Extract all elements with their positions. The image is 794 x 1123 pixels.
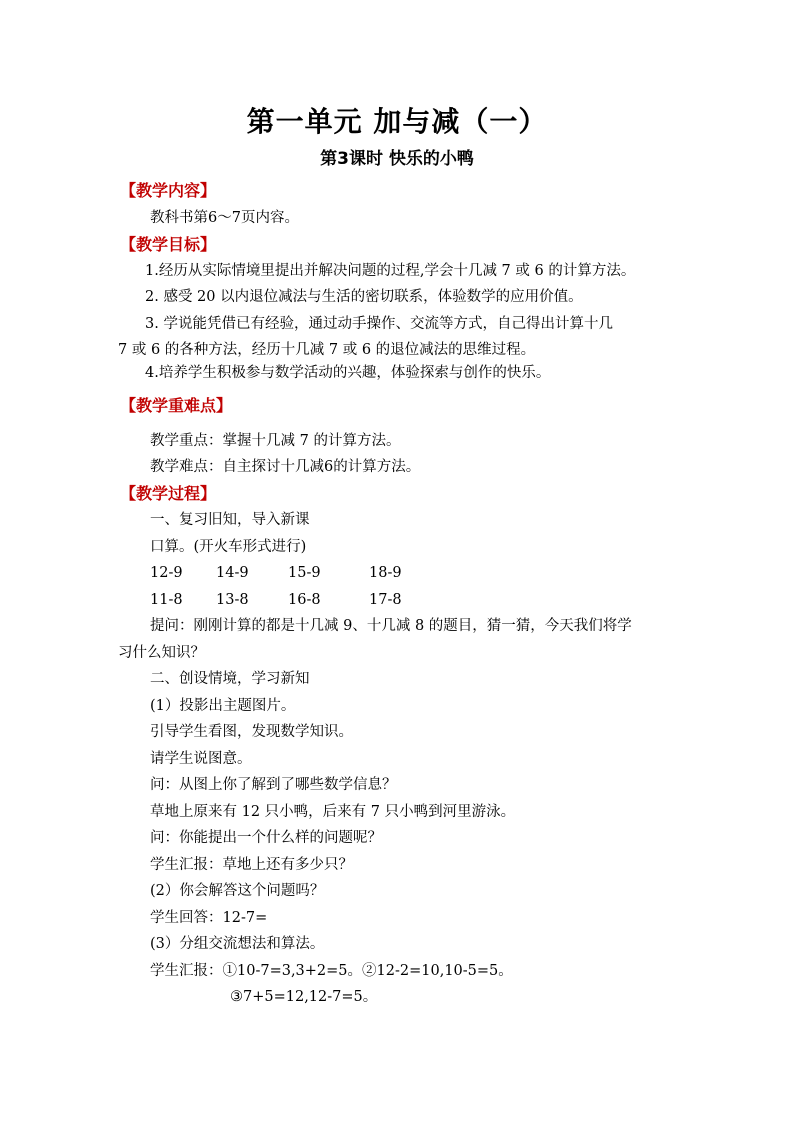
lesson-subtitle: 第3课时 快乐的小鸭 <box>320 149 474 169</box>
oral-calc-row <box>150 590 402 610</box>
process-line: 学生汇报：草地上还有多少只？ <box>150 857 353 873</box>
oral-calc-item: 12-9 <box>150 565 183 581</box>
process-line: 提问：刚刚计算的都是十几减 9、十几减 8 的题目，猜一猜，今天我们将学 <box>150 618 632 634</box>
oral-calc-item: 11-8 <box>150 592 183 608</box>
process-line: 习什么知识？ <box>118 645 205 661</box>
oral-calc-item: 17-8 <box>369 592 402 608</box>
key-point-line: 教学难点：自主探讨十几减6的计算方法。 <box>150 459 421 475</box>
process-line: 二、创设情境，学习新知 <box>150 671 310 687</box>
section-heading-process: 【教学过程】 <box>120 484 217 503</box>
process-line: (2）你会解答这个问题吗？ <box>150 883 325 899</box>
process-line: 问：从图上你了解到了哪些数学信息？ <box>150 777 397 793</box>
process-line: 引导学生看图，发现数学知识。 <box>150 724 353 740</box>
process-line: 口算。(开火车形式进行) <box>150 539 307 555</box>
goal-line: 2. 感受 20 以内退位减法与生活的密切联系，体验数学的应用价值。 <box>145 289 583 305</box>
oral-calc-item: 18-9 <box>369 565 402 581</box>
goal-line: 1.经历从实际情境里提出并解决问题的过程,学会十几减 7 或 6 的计算方法。 <box>145 263 636 279</box>
oral-calc-item: 14-9 <box>216 565 249 581</box>
process-line: 学生回答：12-7= <box>150 910 268 926</box>
document-title: 第一单元 加与减（一） <box>246 105 548 138</box>
process-line: (3）分组交流想法和算法。 <box>150 936 325 952</box>
goal-line: 4.培养学生积极参与数学活动的兴趣，体验探索与创作的快乐。 <box>145 365 551 381</box>
section-heading-goals: 【教学目标】 <box>120 235 217 254</box>
key-point-line: 教学重点：掌握十几减 7 的计算方法。 <box>150 433 401 449</box>
oral-calc-item: 13-8 <box>216 592 249 608</box>
section-heading-content: 【教学内容】 <box>120 181 217 200</box>
process-line: ③7+5=12,12-7=5。 <box>230 989 378 1005</box>
goal-line: 3. 学说能凭借已有经验，通过动手操作、交流等方式，自己得出计算十几 <box>145 316 613 332</box>
goal-line: 7 或 6 的各种方法，经历十几减 7 或 6 的退位减法的思维过程。 <box>118 342 536 358</box>
process-line: 请学生说图意。 <box>150 751 252 767</box>
process-line: 一、复习旧知，导入新课 <box>150 512 310 528</box>
content-line: 教科书第6～7页内容。 <box>150 210 299 226</box>
process-line: (1）投影出主题图片。 <box>150 698 296 714</box>
oral-calc-item: 16-8 <box>288 592 321 608</box>
process-line: 草地上原来有 12 只小鸭，后来有 7 只小鸭到河里游泳。 <box>150 804 516 820</box>
oral-calc-item: 15-9 <box>288 565 321 581</box>
oral-calc-row <box>150 563 402 583</box>
process-line: 问：你能提出一个什么样的问题呢？ <box>150 830 382 846</box>
section-heading-key-points: 【教学重难点】 <box>120 396 233 415</box>
process-line: 学生汇报：①10-7=3,3+2=5。②12-2=10,10-5=5。 <box>150 963 513 979</box>
